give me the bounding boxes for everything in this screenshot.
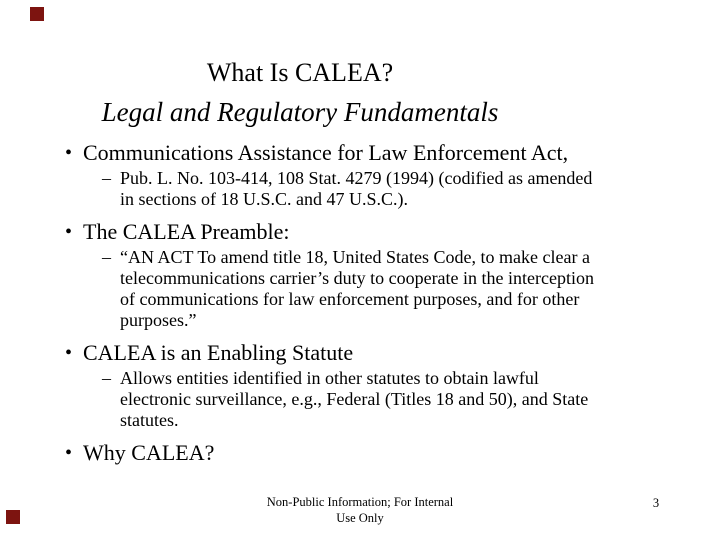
slide-title: What Is CALEA? [206, 58, 394, 87]
bullet-icon: • [65, 442, 73, 464]
bullet-label: The CALEA Preamble: [83, 219, 290, 244]
bullet-item-2 [62, 219, 672, 245]
slide-subtitle: Legal and Regulatory Fundamentals [101, 97, 499, 127]
sub-bullet-line: electronic surveillance, e.g., Federal (Titles 18 and 50), and State [120, 389, 589, 409]
sub-bullet-line: of communications for law enforcement purposes, and for other [120, 289, 580, 309]
sub-bullet-line [102, 368, 672, 389]
decor-square-top-icon [30, 7, 44, 21]
sub-bullet-block-1 [102, 168, 672, 210]
bullet-item-4 [62, 440, 672, 466]
dash-icon: – [102, 247, 111, 267]
bullet-label: CALEA is an Enabling Statute [83, 340, 354, 365]
sub-bullet-line: in sections of 18 U.S.C. and 47 U.S.C.). [120, 189, 408, 209]
sub-bullet-line [102, 168, 672, 189]
sub-bullet-text: Pub. L. No. 103-414, 108 Stat. 4279 (1994) (codified as amended [120, 168, 593, 188]
decor-square-bottom-icon [6, 510, 20, 524]
footer-line-1: Non-Public Information; For Internal [266, 495, 454, 509]
bullet-icon: • [65, 142, 73, 164]
dash-icon: – [102, 168, 111, 188]
page-number: 3 [652, 496, 660, 510]
sub-bullet-text: Allows entities identified in other statutes to obtain lawful [120, 368, 539, 388]
bullet-item-3 [62, 340, 672, 366]
sub-bullet-block-2 [102, 247, 672, 331]
bullet-item-1 [62, 140, 672, 166]
bullet-label: Communications Assistance for Law Enforcement Act, [83, 140, 569, 165]
bullet-list [62, 136, 672, 466]
sub-bullet-text: “AN ACT To amend title 18, United States Code, to make clear a [120, 247, 590, 267]
sub-bullet-line: telecommunications carrier’s duty to cooperate in the interception [120, 268, 594, 288]
dash-icon: – [102, 368, 111, 388]
bullet-icon: • [65, 342, 73, 364]
footer-line-2: Use Only [336, 511, 384, 525]
bullet-icon: • [65, 221, 73, 243]
footer-text [252, 494, 468, 526]
bullet-label: Why CALEA? [83, 440, 215, 465]
sub-bullet-block-3 [102, 368, 672, 431]
title-block [0, 58, 600, 130]
sub-bullet-line: statutes. [120, 410, 179, 430]
sub-bullet-line [102, 247, 672, 268]
sub-bullet-line: purposes.” [120, 310, 197, 330]
